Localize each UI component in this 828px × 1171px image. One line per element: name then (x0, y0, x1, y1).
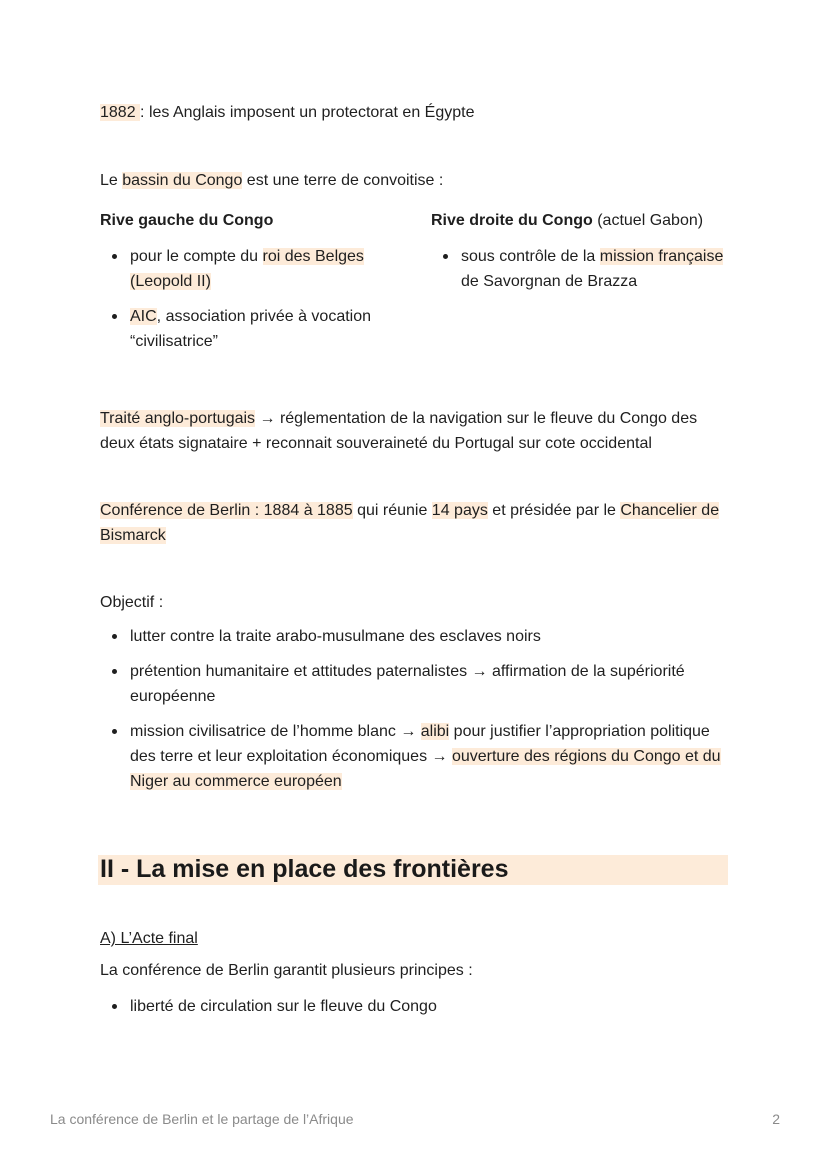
objectif-item-2: prétention humanitaire et attitudes paternalistes → affirmation de la supériorité européenne (100, 659, 730, 709)
highlight-1882: 1882 (100, 104, 141, 121)
highlight-conference: Conférence de Berlin : 1884 à 1885 (100, 502, 353, 519)
objectif-item3-pre: mission civilisatrice de l’homme blanc → (130, 723, 421, 740)
right-col-list (431, 244, 731, 294)
objectif-item3-mid: pour justifier l’appropriation politique des terre et leur exploitation économiques → (130, 723, 710, 765)
section-heading: II - La mise en place des frontières (100, 855, 509, 883)
left-col-item-1 (100, 244, 400, 294)
right-item1-post: de Savorgnan de Brazza (461, 273, 638, 290)
highlight-bassin-congo: bassin du Congo (122, 172, 243, 189)
left-item1-pre: pour le compte du (130, 248, 263, 265)
footer-title: La conférence de Berlin et le partage de l’Afrique (50, 1111, 354, 1127)
congo-intro (100, 168, 443, 193)
traite-paragraph (100, 406, 730, 456)
right-col-item-1 (431, 244, 731, 294)
highlight-14-pays: 14 pays (431, 502, 488, 519)
objectif-list (100, 624, 730, 794)
left-item2-post: , association privée à vocation “civilisatrice” (130, 308, 372, 350)
page-number: 2 (772, 1111, 780, 1127)
text-1882: : les Anglais imposent un protectorat en Égypte (140, 104, 475, 121)
conference-mid2: et présidée par le (487, 502, 621, 519)
highlight-traite: Traité anglo-portugais (100, 410, 256, 427)
highlight-roi-belges: roi des Belges (Leopold II) (130, 248, 364, 290)
left-col-list (100, 244, 400, 354)
line-1882 (100, 100, 474, 125)
right-col-title-suffix: (actuel Gabon) (592, 212, 704, 229)
right-col-title (431, 208, 703, 233)
section-list (100, 994, 730, 1019)
left-col-item-2 (100, 304, 400, 354)
conference-paragraph (100, 498, 730, 548)
highlight-mission-francaise: mission française (599, 248, 724, 265)
right-col-title-main: Rive droite du Congo (431, 212, 593, 229)
objectif-item-1: lutter contre la traite arabo-musulmane des esclaves noirs (100, 624, 730, 649)
congo-intro-pre: Le (100, 172, 123, 189)
left-col-title: Rive gauche du Congo (100, 212, 274, 229)
objectif-item-3 (100, 719, 730, 794)
highlight-bismarck: Chancelier de Bismarck (100, 502, 720, 544)
traite-rest: → réglementation de la navigation sur le fleuve du Congo des deux états signataire + reconnait souveraineté du Portugal sur cote occidental (100, 410, 698, 452)
congo-intro-post: est une terre de convoitise : (242, 172, 444, 189)
right-item1-pre: sous contrôle de la (461, 248, 600, 265)
section-intro: La conférence de Berlin garantit plusieurs principes : (100, 962, 473, 979)
highlight-ouverture: ouverture des régions du Congo et du Niger au commerce européen (130, 748, 721, 790)
highlight-aic: AIC (130, 308, 157, 325)
conference-mid1: qui réunie (352, 502, 432, 519)
section-item-1: liberté de circulation sur le fleuve du Congo (100, 994, 730, 1019)
section-subtitle: A) L’Acte final (100, 930, 198, 947)
objectif-label: Objectif : (100, 594, 164, 611)
highlight-alibi: alibi (420, 723, 450, 740)
